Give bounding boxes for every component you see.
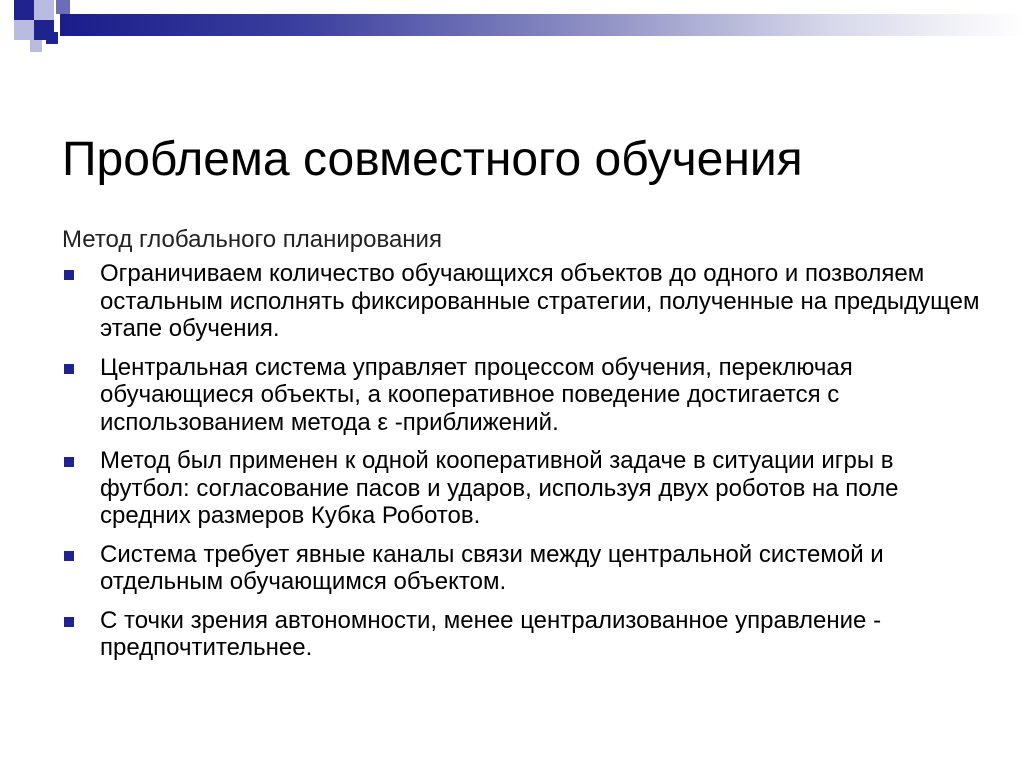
bullet-item — [62, 541, 982, 596]
slide-title: Проблема совместного обучения — [62, 133, 803, 187]
bullet-item — [62, 260, 982, 343]
bullet-item — [62, 447, 982, 530]
square-bullet-icon — [64, 457, 74, 467]
decor-square-icon — [34, 0, 54, 20]
square-bullet-icon — [64, 270, 74, 280]
bullet-item — [62, 607, 982, 662]
decor-square-icon — [46, 32, 58, 44]
decor-square-icon — [56, 0, 70, 14]
bullet-item — [62, 354, 982, 437]
bullet-text: С точки зрения автономности, менее централизованное управление - предпочтительнее. — [100, 606, 882, 661]
square-bullet-icon — [64, 364, 74, 374]
decor-square-icon — [14, 20, 34, 40]
square-bullet-icon — [64, 551, 74, 561]
decor-square-icon — [14, 0, 34, 20]
slide-subheading: Метод глобального планирования — [62, 226, 442, 253]
bullet-text: Система требует явные каналы связи между центральной системой и отдельным обучающимся объектом. — [100, 540, 884, 595]
header-gradient-band — [60, 14, 1024, 36]
bullet-text: Ограничиваем количество обучающихся объектов до одного и позволяем остальным исполнять фиксированные стратегии, полученные на предыдущем этапе обучения. — [100, 260, 980, 342]
bullet-text: Центральная система управляет процессом обучения, переключая обучающиеся объекты, а кооперативное поведение достигается с использованием метода ε -приближений. — [100, 353, 853, 436]
decor-square-icon — [30, 40, 42, 52]
bullet-text: Метод был применен к одной кооперативной задаче в ситуации игры в футбол: согласование пасов и ударов, используя двух роботов на поле средних размеров Кубка Роботов. — [100, 447, 899, 529]
bullet-list — [62, 260, 982, 673]
square-bullet-icon — [64, 617, 74, 627]
